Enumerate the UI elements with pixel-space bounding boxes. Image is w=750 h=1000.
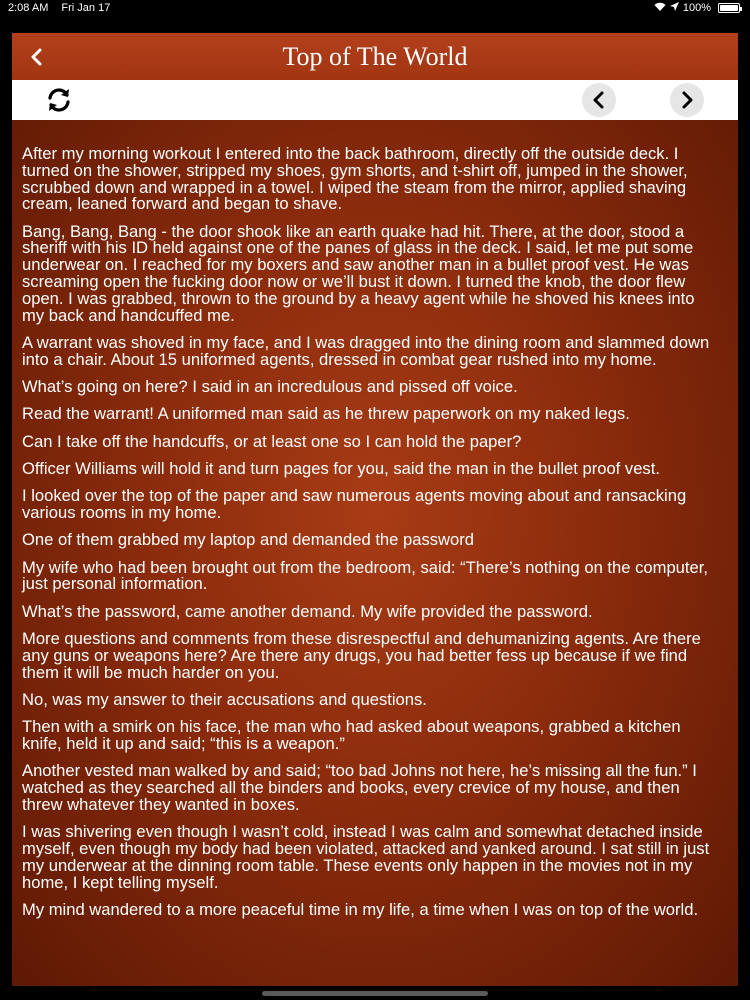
nav-bar <box>12 33 738 80</box>
battery-percent: 100% <box>682 2 711 14</box>
status-bar <box>0 0 750 16</box>
story-paragraph: Then with a smirk on his face, the man who had asked about weapons, grabbed a kitchen knife, held it up and said; “this is a weapon.” <box>22 717 681 754</box>
story-paragraph: What’s the password, came another demand. My wife provided the password. <box>22 601 593 621</box>
story-paragraph: Officer Williams will hold it and turn pages for you, said the man in the bullet proof vest. <box>22 458 660 478</box>
story-text <box>12 120 738 919</box>
chevron-right-icon <box>679 90 695 110</box>
story-paragraph: Can I take off the handcuffs, or at least one so I can hold the paper? <box>22 431 522 451</box>
location-icon <box>670 2 679 14</box>
status-date: Fri Jan 17 <box>61 2 111 14</box>
home-indicator[interactable] <box>262 991 488 996</box>
previous-page-button[interactable] <box>582 83 616 117</box>
story-content[interactable] <box>12 120 738 986</box>
page-title: Top of The World <box>282 42 468 71</box>
story-paragraph: My wife who had been brought out from the bedroom, said: “There’s nothing on the computer, just personal information. <box>22 557 708 594</box>
toolbar <box>12 80 738 120</box>
story-paragraph: Bang, Bang, Bang - the door shook like an earth quake had hit. There, at the door, stood a sheriff with his ID held against one of the panes of glass in the deck. I said, let me put some underwear on. I reached for my boxers and saw another man in a bullet proof vest. He was screaming open the fucking door now or we’ll bust it down. I turned the knob, the door flew open. I was grabbed, thrown to the ground by a heavy agent while he shoved his knees into my back and handcuffed me. <box>22 221 695 325</box>
story-paragraph: My mind wandered to a more peaceful time in my life, a time when I was on top of the world. <box>22 899 699 919</box>
status-time: 2:08 AM <box>8 2 49 14</box>
story-paragraph: Read the warrant! A uniformed man said as he threw paperwork on my naked legs. <box>22 404 630 424</box>
story-paragraph: A warrant was shoved in my face, and I was dragged into the dining room and slammed down into a chair. About 15 uniformed agents, dressed in combat gear rushed into my home. <box>22 332 710 369</box>
story-paragraph: I looked over the top of the paper and saw numerous agents moving about and ransacking various rooms in my home. <box>22 486 687 523</box>
refresh-icon <box>43 84 75 116</box>
wifi-icon <box>654 2 666 14</box>
refresh-button[interactable] <box>42 83 76 117</box>
story-paragraph: After my morning workout I entered into the back bathroom, directly off the outside deck. I turned on the shower, stripped my shoes, gym shorts, and t-shirt off, jumped in the shower, scrubbed down and wrapped in a towel. I wiped the steam from the mirror, applied shaving cream, leaned forward and began to shave. <box>22 144 688 214</box>
story-paragraph: I was shivering even though I wasn’t cold, instead I was calm and somewhat detached inside myself, even though my body had been violated, attacked and yanked around. I sat still in just my underwear at the dinning room table. These events only happen in the movies not in my home, I kept telling myself. <box>22 822 710 892</box>
story-paragraph: No, was my answer to their accusations and questions. <box>22 689 427 709</box>
chevron-left-icon <box>591 90 607 110</box>
battery-icon <box>718 3 740 13</box>
story-paragraph: What’s going on here? I said in an incredulous and pissed off voice. <box>22 377 518 397</box>
story-paragraph: One of them grabbed my laptop and demanded the password <box>22 530 475 550</box>
story-paragraph: More questions and comments from these disrespectful and dehumanizing agents. Are there any guns or weapons here? Are there any drugs, you had better fess up because if we find them it will be much harder on you. <box>22 629 701 682</box>
status-right <box>654 2 740 14</box>
story-paragraph: Another vested man walked by and said; “too bad Johns not here, he’s missing all the fun.” I watched as they searched all the binders and books, every crevice of my house, and then threw whatever they wanted in boxes. <box>22 761 697 814</box>
next-page-button[interactable] <box>670 83 704 117</box>
status-left <box>8 2 120 14</box>
